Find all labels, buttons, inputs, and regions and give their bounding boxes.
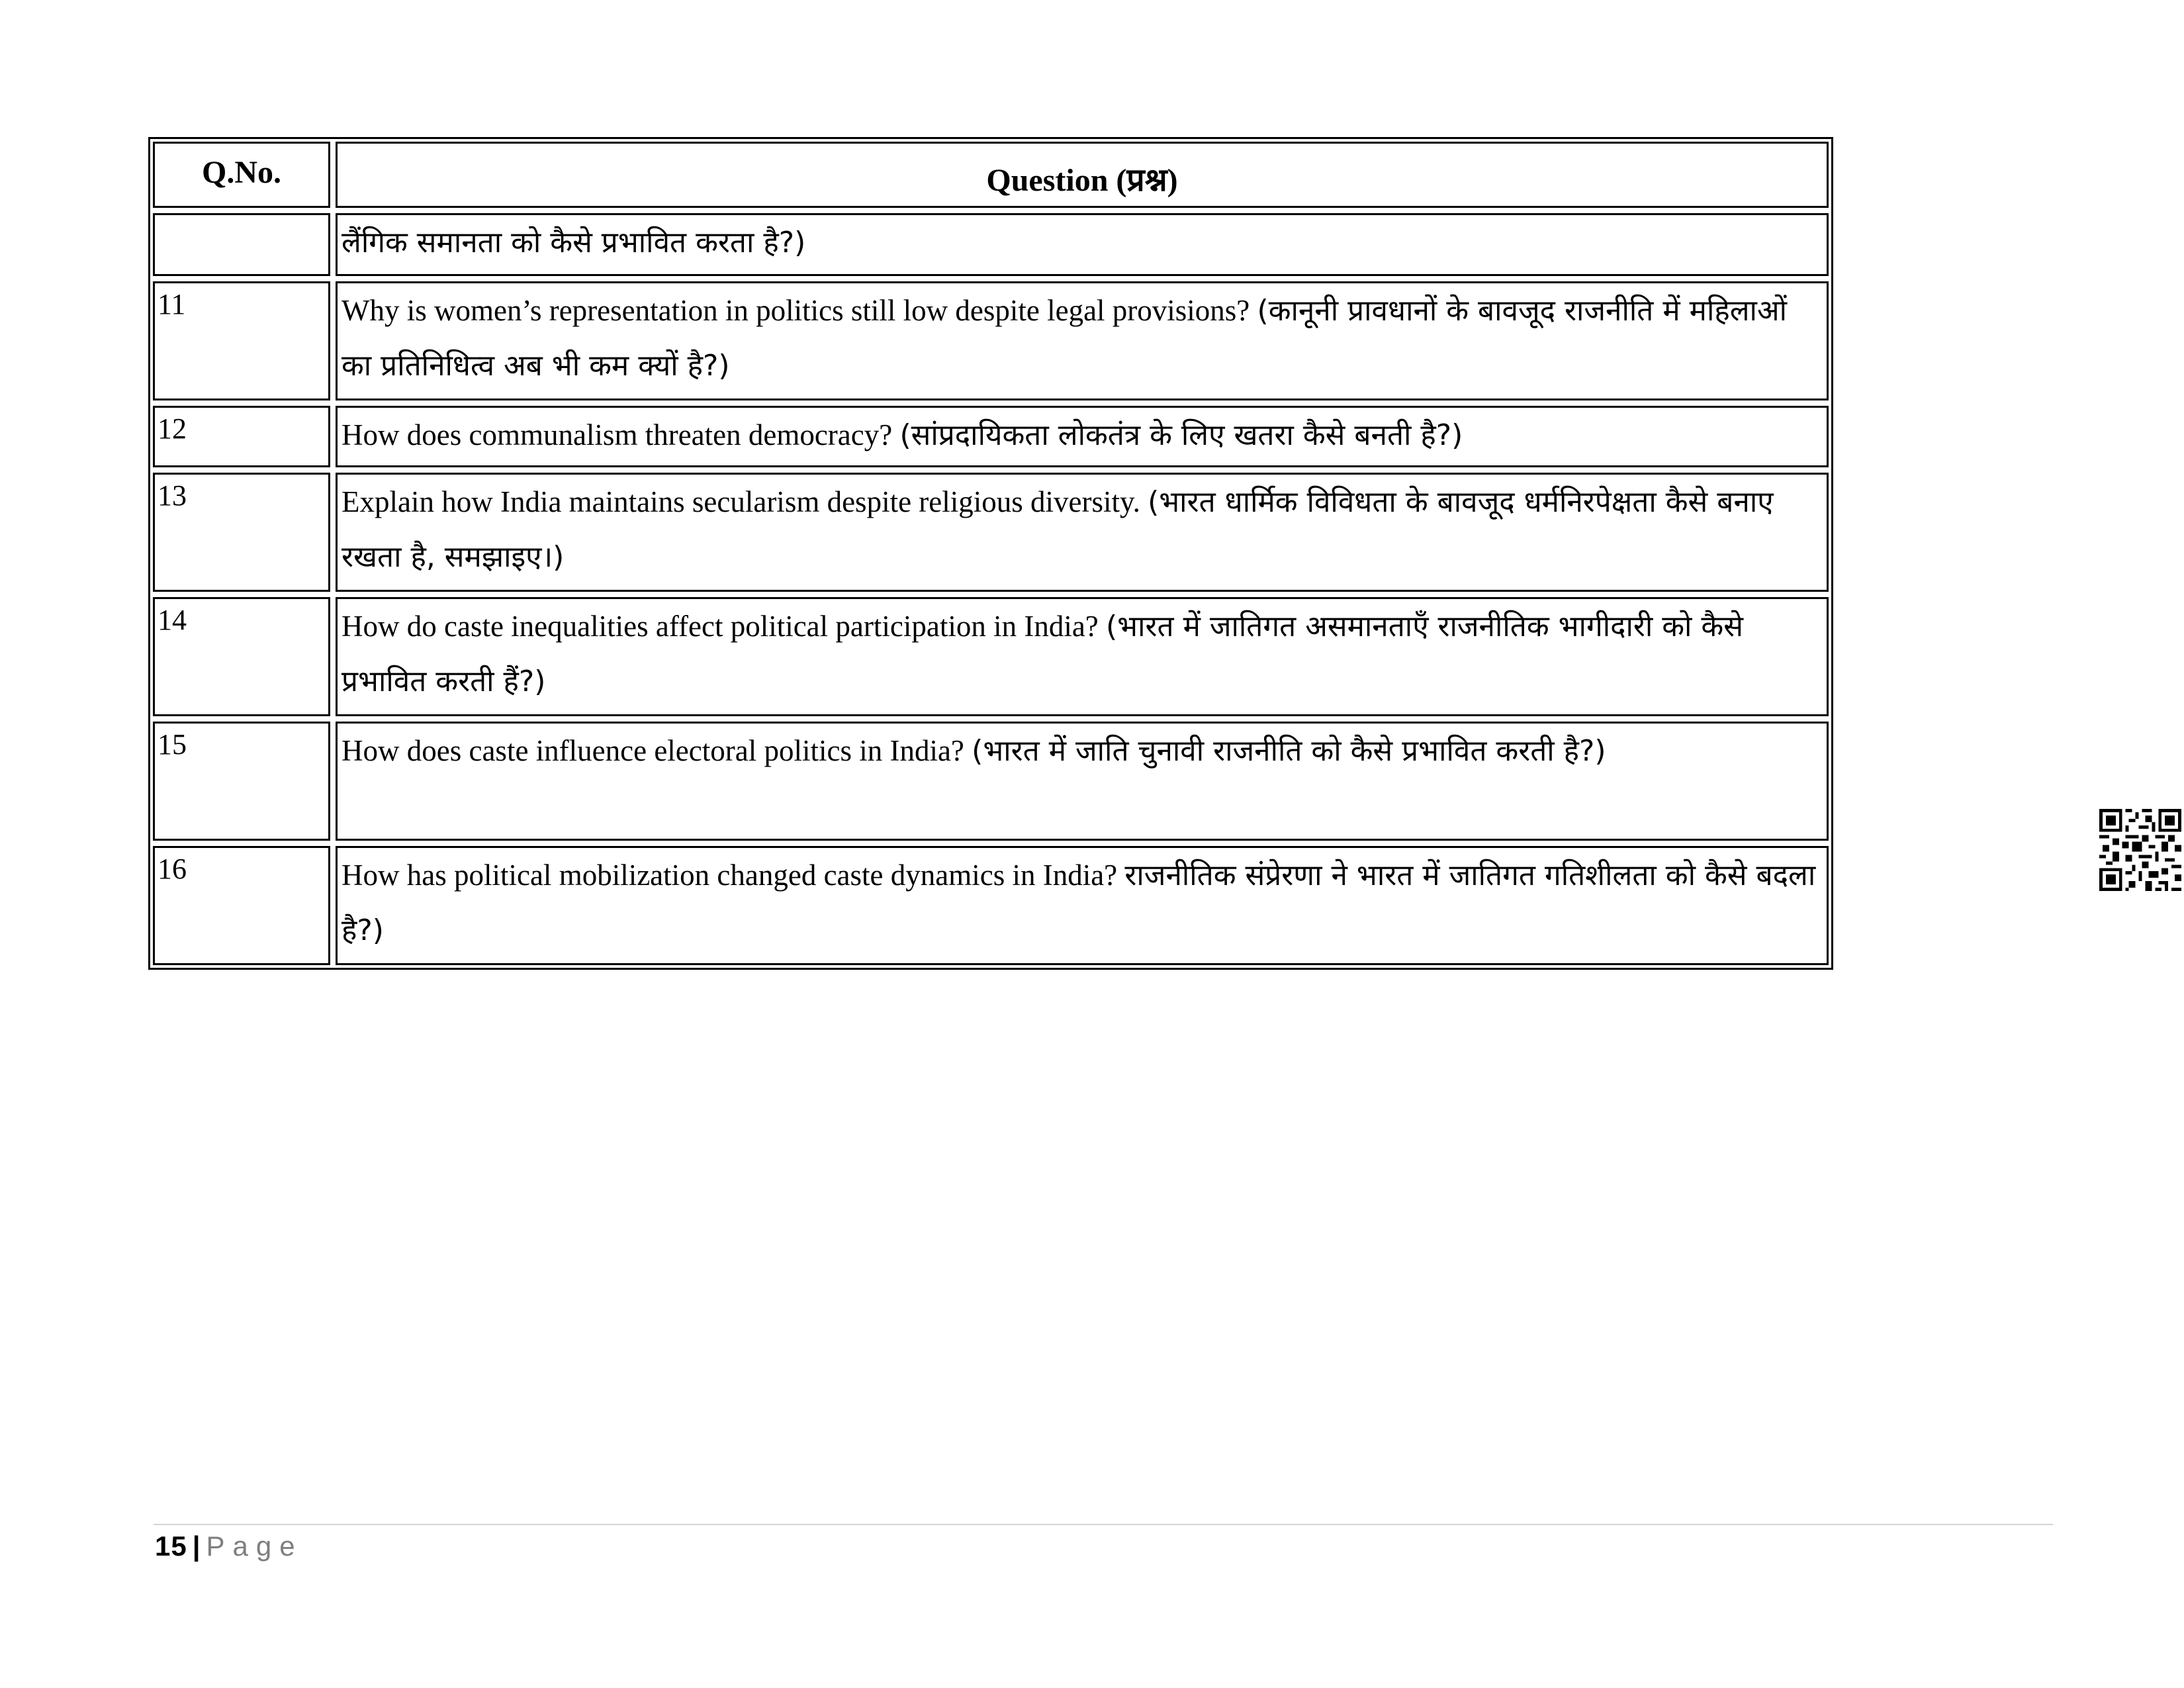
question-text — [336, 722, 1829, 841]
table-row — [153, 281, 1829, 400]
footer-divider — [154, 1524, 2053, 1525]
question-text — [336, 281, 1829, 400]
question-number: 16 — [153, 846, 330, 965]
page-label: Page — [206, 1530, 303, 1562]
table-row — [153, 722, 1829, 841]
question-text-hi: राजनीतिक संप्रेरणा ने भारत में जातिगत गतिशीलता को कैसे बदला है?) — [341, 859, 1816, 947]
question-text — [336, 846, 1829, 965]
header-question: Question (प्रश्न) — [336, 142, 1829, 208]
question-number: 14 — [153, 597, 330, 716]
table-row — [153, 213, 1829, 276]
question-text-en: How does communalism threaten democracy? — [341, 418, 900, 451]
table-row — [153, 846, 1829, 965]
question-text-hi: (कानूनी प्रावधानों के बावजूद राजनीति में महिलाओं का प्रतिनिधित्व अब भी कम क्यों है?) — [341, 294, 1787, 383]
question-text — [336, 597, 1829, 716]
page-footer — [155, 1530, 303, 1562]
question-text-hi: (भारत में जातिगत असमानताएँ राजनीतिक भागीदारी को कैसे प्रभावित करती हैं?) — [341, 610, 1743, 698]
header-qno: Q.No. — [153, 142, 330, 208]
table-row — [153, 473, 1829, 592]
question-text-hi: (भारत धार्मिक विविधता के बावजूद धर्मनिरपेक्षता कैसे बनाए रखता है, समझाइए।) — [341, 485, 1774, 574]
question-number: 12 — [153, 406, 330, 467]
question-number — [153, 213, 330, 276]
question-text-en: Explain how India maintains secularism despite religious diversity. — [341, 485, 1148, 518]
question-text-hi: (भारत में जाति चुनावी राजनीति को कैसे प्रभावित करती है?) — [972, 734, 1606, 768]
table-row — [153, 406, 1829, 467]
question-number: 13 — [153, 473, 330, 592]
question-text-hi: लैंगिक समानता को कैसे प्रभावित करता है?) — [341, 226, 806, 259]
question-text-en: How has political mobilization changed caste dynamics in India? — [341, 859, 1125, 892]
table-row — [153, 597, 1829, 716]
footer-separator: | — [192, 1530, 201, 1562]
question-text-en: Why is women’s representation in politics still low despite legal provisions? — [341, 294, 1257, 327]
question-number: 15 — [153, 722, 330, 841]
question-text-hi: (सांप्रदायिकता लोकतंत्र के लिए खतरा कैसे बनती है?) — [899, 418, 1463, 452]
question-text — [336, 406, 1829, 467]
table-header-row — [153, 142, 1829, 208]
question-number: 11 — [153, 281, 330, 400]
question-text — [336, 213, 1829, 276]
page-number: 15 — [155, 1530, 187, 1562]
question-text-en: How does caste influence electoral politics in India? — [341, 734, 972, 767]
qr-code-icon — [2099, 809, 2181, 891]
question-table — [148, 137, 1833, 970]
question-text-en: How do caste inequalities affect political participation in India? — [341, 610, 1107, 643]
question-text — [336, 473, 1829, 592]
